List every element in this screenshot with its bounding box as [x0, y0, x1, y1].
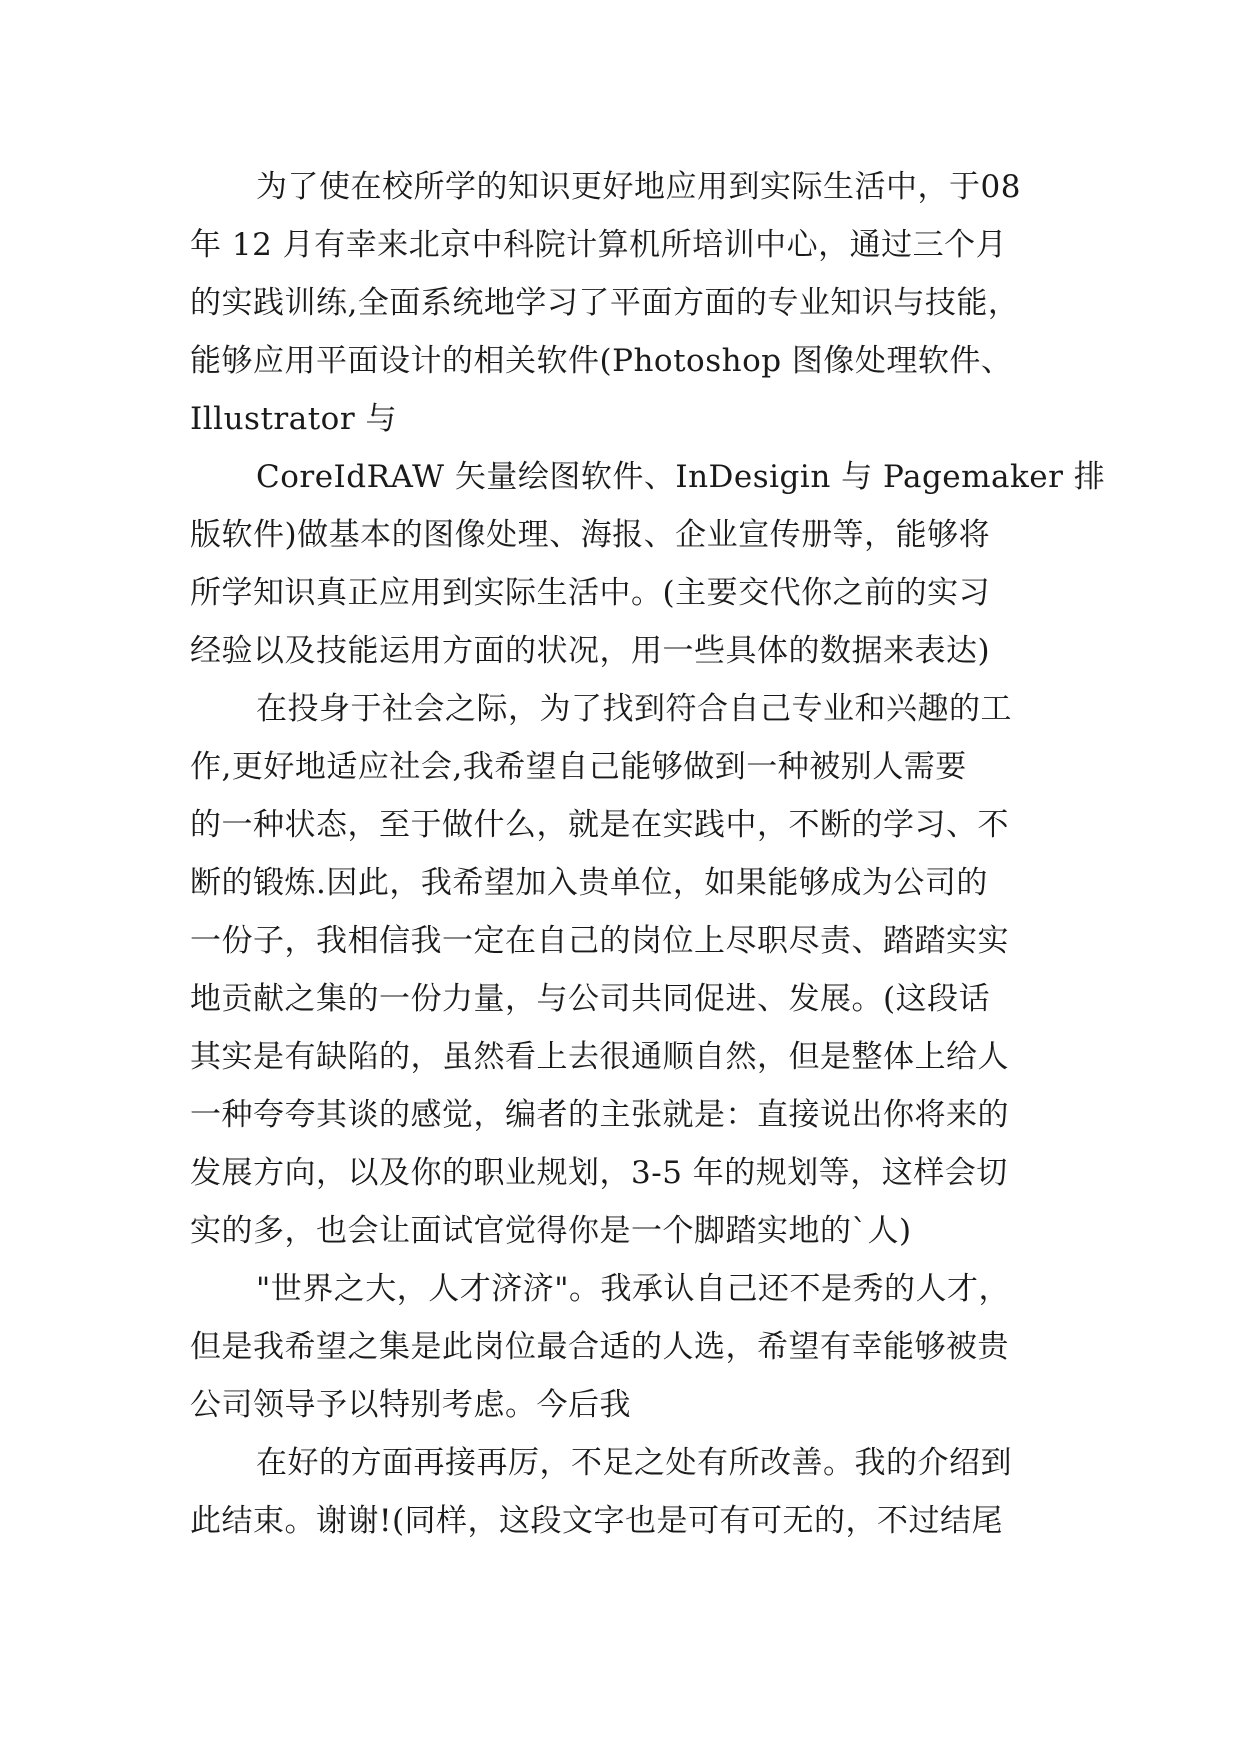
text-line: 实的多，也会让面试官觉得你是一个脚踏实地的`人)	[190, 1213, 912, 1249]
text-line: 作,更好地适应社会,我希望自己能够做到一种被别人需要	[190, 749, 967, 785]
text-line: 版软件)做基本的图像处理、海报、企业宣传册等，能够将	[190, 517, 991, 553]
text-line: 此结束。谢谢!(同样，这段文字也是可有可无的，不过结尾	[190, 1503, 1004, 1539]
text-line: 在好的方面再接再厉，不足之处有所改善。我的介绍到	[256, 1445, 1012, 1481]
text-line: Illustrator 与	[190, 401, 398, 437]
text-line: 年 12 月有幸来北京中科院计算机所培训中心，通过三个月	[190, 227, 1008, 263]
text-line: 一种夸夸其谈的感觉，编者的主张就是：直接说出你将来的	[190, 1097, 1009, 1133]
text-line: 发展方向，以及你的职业规划，3-5 年的规划等，这样会切	[190, 1155, 1008, 1191]
text-line: 所学知识真正应用到实际生活中。(主要交代你之前的实习	[190, 575, 991, 611]
text-line: "世界之大，人才济济"。我承认自己还不是秀的人才，	[256, 1271, 1011, 1307]
text-line: 断的锻炼.因此，我希望加入贵单位，如果能够成为公司的	[190, 865, 988, 901]
text-line: 一份子，我相信我一定在自己的岗位上尽职尽责、踏踏实实	[190, 923, 1009, 959]
text-line: 地贡献之集的一份力量，与公司共同促进、发展。(这段话	[190, 981, 991, 1017]
text-line: 的一种状态，至于做什么，就是在实践中，不断的学习、不	[190, 807, 1009, 843]
text-line: CoreIdRAW 矢量绘图软件、InDesigin 与 Pagemaker 排	[256, 459, 1106, 495]
text-line: 但是我希望之集是此岗位最合适的人选，希望有幸能够被贵	[190, 1329, 1009, 1365]
document-body	[190, 158, 1106, 1550]
text-line: 公司领导予以特别考虑。今后我	[190, 1387, 631, 1423]
text-line: 其实是有缺陷的，虽然看上去很通顺自然，但是整体上给人	[190, 1039, 1009, 1075]
text-line: 能够应用平面设计的相关软件(Photoshop 图像处理软件、	[190, 343, 1013, 379]
text-line: 的实践训练,全面系统地学习了平面方面的专业知识与技能，	[190, 285, 1020, 321]
text-line: 为了使在校所学的知识更好地应用到实际生活中，于08	[256, 169, 1021, 205]
text-line: 在投身于社会之际，为了找到符合自己专业和兴趣的工	[256, 691, 1012, 727]
text-line: 经验以及技能运用方面的状况，用一些具体的数据来表达)	[190, 633, 991, 669]
